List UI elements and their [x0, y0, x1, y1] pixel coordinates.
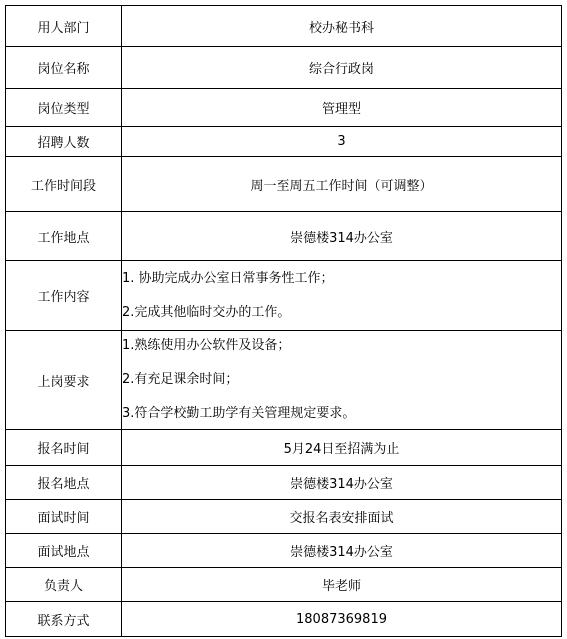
- row-signup-time: [6, 430, 562, 466]
- department-value: 校办秘书科: [122, 6, 562, 47]
- requirements-label: 上岗要求: [6, 331, 122, 430]
- signup-time-label: 报名时间: [6, 430, 122, 466]
- interview-time-label: 面试时间: [6, 500, 122, 534]
- requirements-line: 1.熟练使用办公软件及设备；: [122, 338, 291, 353]
- signup-location-label: 报名地点: [6, 466, 122, 500]
- signup-location-value: 崇德楼314办公室: [122, 466, 562, 500]
- job-content-line: 2.完成其他临时交办的工作。: [122, 304, 291, 320]
- contact-phone-value: 18087369819: [122, 602, 562, 637]
- work-hours-value: 周一至周五工作时间（可调整）: [122, 157, 562, 212]
- headcount-label: 招聘人数: [6, 127, 122, 157]
- contact-person-label: 负责人: [6, 568, 122, 602]
- row-job-content: [6, 261, 562, 331]
- row-work-location: [6, 212, 562, 261]
- job-content-label: 工作内容: [6, 261, 122, 331]
- work-hours-label: 工作时间段: [6, 157, 122, 212]
- position-type-value: 管理型: [122, 89, 562, 127]
- position-type-label: 岗位类型: [6, 89, 122, 127]
- job-posting-sheet: [5, 5, 562, 634]
- job-content-line: 1. 协助完成办公室日常事务性工作；: [122, 270, 334, 286]
- job-posting-table: [5, 5, 562, 637]
- row-position-name: [6, 47, 562, 89]
- row-signup-location: [6, 466, 562, 500]
- headcount-value: 3: [122, 127, 562, 157]
- interview-location-label: 面试地点: [6, 534, 122, 568]
- department-label: 用人部门: [6, 6, 122, 47]
- contact-person-value: 毕老师: [122, 568, 562, 602]
- job-content-value: [122, 261, 562, 331]
- contact-phone-label: 联系方式: [6, 602, 122, 637]
- requirements-line: 2.有充足课余时间；: [122, 372, 239, 387]
- signup-time-value: 5月24日至招满为止: [122, 430, 562, 466]
- interview-location-value: 崇德楼314办公室: [122, 534, 562, 568]
- row-work-hours: [6, 157, 562, 212]
- row-interview-time: [6, 500, 562, 534]
- requirements-line: 3.符合学校勤工助学有关管理规定要求。: [122, 406, 356, 421]
- row-interview-location: [6, 534, 562, 568]
- row-contact-person: [6, 568, 562, 602]
- row-position-type: [6, 89, 562, 127]
- work-location-value: 崇德楼314办公室: [122, 212, 562, 261]
- work-location-label: 工作地点: [6, 212, 122, 261]
- requirements-value: [122, 331, 562, 430]
- interview-time-value: 交报名表安排面试: [122, 500, 562, 534]
- row-contact-phone: [6, 602, 562, 637]
- row-department: [6, 6, 562, 47]
- position-name-value: 综合行政岗: [122, 47, 562, 89]
- row-requirements: [6, 331, 562, 430]
- position-name-label: 岗位名称: [6, 47, 122, 89]
- row-headcount: [6, 127, 562, 157]
